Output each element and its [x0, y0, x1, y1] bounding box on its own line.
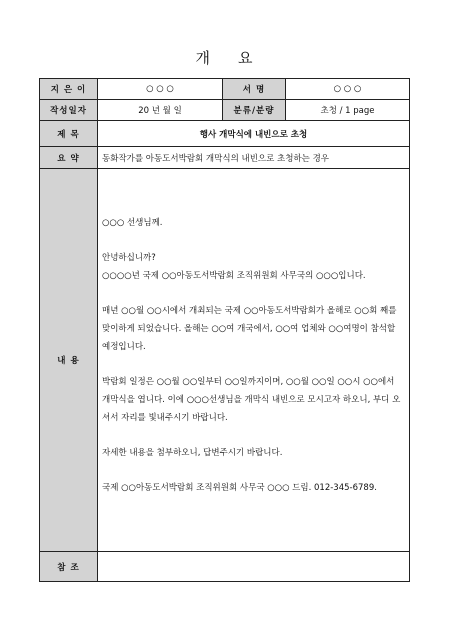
subject-label: 제 목: [40, 121, 98, 147]
category-label: 분류/분량: [223, 100, 286, 121]
content-label: 내 용: [40, 169, 98, 552]
document-title: [0, 47, 450, 68]
reference-label: 참 조: [40, 552, 98, 582]
reference-value: [98, 552, 410, 582]
summary-row: [40, 147, 410, 169]
overview-form-table: [39, 78, 410, 582]
closing-line: 국제 ○○아동도서박람회 조직위원회 사무국 ○○○ 드림. 012-345-6789.: [102, 483, 377, 493]
title-first-char: 개: [195, 49, 212, 67]
date-label: 작성일자: [40, 100, 98, 121]
introduction-line: ○○○○년 국제 ○○아동도서박람회 조직위원회 사무국의 ○○○입니다.: [102, 271, 366, 281]
signature-value: ○ ○ ○: [286, 79, 410, 100]
author-value: ○ ○ ○: [98, 79, 223, 100]
subject-row: [40, 121, 410, 147]
date-value: 20 년 월 일: [98, 100, 223, 121]
category-value: 초청 / 1 page: [286, 100, 410, 121]
signature-label: 서 명: [223, 79, 286, 100]
attachment-line: 자세한 내용을 첨부하오니, 답변주시기 바랍니다.: [102, 448, 283, 458]
schedule-paragraph: 박람회 일정은 ○○월 ○○일부터 ○○일까지이며, ○○월 ○○일 ○○시 ○○에서 개막식을 엽니다. 이에 ○○○선생님을 개막식 내빈으로 모시고자 하오니, 부디 오셔서 자리를 빛내주시기 바랍니다.: [102, 377, 401, 423]
reference-row: [40, 552, 410, 582]
title-second-char: 요: [238, 49, 255, 67]
summary-value: 동화작가를 아동도서박람회 개막식의 내빈으로 초청하는 경우: [98, 147, 410, 169]
subject-value: 행사 개막식에 내빈으로 초청: [98, 121, 410, 147]
content-body: [98, 169, 410, 552]
salutation-line: ○○○ 선생님께.: [102, 218, 163, 228]
date-row: [40, 100, 410, 121]
content-row: [40, 169, 410, 552]
greeting-line: 안녕하십니까?: [102, 253, 156, 263]
author-label: 지 은 이: [40, 79, 98, 100]
event-paragraph: 매년 ○○월 ○○시에서 개최되는 국제 ○○아동도서박람회가 올해로 ○○회 째를 맞이하게 되었습니다. 올해는 ○○여 개국에서, ○○여 업체와 ○○여명이 참석할 예정입니다.: [102, 306, 397, 352]
summary-label: 요 약: [40, 147, 98, 169]
author-row: [40, 79, 410, 100]
